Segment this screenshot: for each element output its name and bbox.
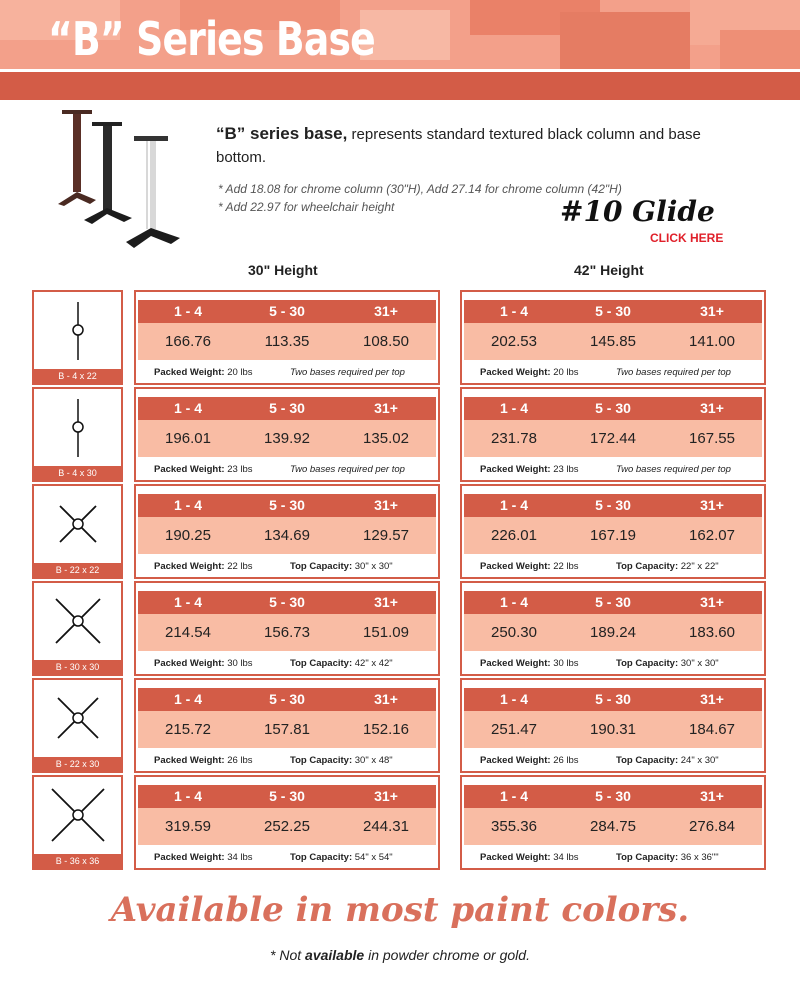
price-row (464, 808, 762, 845)
row-footnote (480, 755, 760, 766)
qty-header: 1 - 4 (173, 400, 202, 416)
packed-weight: Packed Weight: 26 lbs (154, 755, 253, 766)
price-cell: 251.47 (491, 721, 537, 738)
qty-header: 1 - 4 (499, 303, 528, 319)
qty-header: 5 - 30 (269, 497, 305, 513)
price-box-30 (134, 387, 440, 482)
qty-header-row (464, 494, 762, 517)
top-capacity: Top Capacity: 30" x 30" (290, 561, 393, 572)
row-footnote (154, 464, 434, 475)
price-row (138, 420, 436, 457)
price-row (138, 323, 436, 360)
qty-header: 5 - 30 (595, 594, 631, 610)
row-footnote (154, 561, 434, 572)
price-box-30 (134, 290, 440, 385)
table-row (32, 581, 768, 676)
column-header-30: 30" Height (248, 262, 318, 278)
price-cell: 355.36 (491, 818, 537, 835)
chrome-note: * Add 18.08 for chrome column (30"H), Add 27.14 for chrome column (42"H) (218, 182, 622, 196)
qty-header: 5 - 30 (269, 303, 305, 319)
bases-note: Two bases required per top (616, 367, 731, 378)
model-diagram (32, 387, 123, 482)
price-cell: 196.01 (165, 430, 211, 447)
model-diagram (32, 581, 123, 676)
packed-weight: Packed Weight: 34 lbs (480, 852, 579, 863)
qty-header: 5 - 30 (595, 400, 631, 416)
bases-note: Two bases required per top (290, 464, 405, 475)
price-cell: 151.09 (363, 624, 409, 641)
table-row (32, 387, 768, 482)
price-cell: 215.72 (165, 721, 211, 738)
model-diagram (32, 484, 123, 579)
price-cell: 139.92 (264, 430, 310, 447)
column-header-42: 42" Height (574, 262, 644, 278)
qty-header: 5 - 30 (595, 691, 631, 707)
price-cell: 190.25 (165, 527, 211, 544)
table-row (32, 484, 768, 579)
top-capacity: Top Capacity: 54" x 54" (290, 852, 393, 863)
wheelchair-note: * Add 22.97 for wheelchair height (218, 200, 395, 214)
table-row (32, 290, 768, 385)
page-header (0, 0, 800, 100)
page-title: “B” Series Base (48, 12, 375, 66)
price-cell: 156.73 (264, 624, 310, 641)
qty-header-row (464, 688, 762, 711)
qty-header: 31+ (700, 691, 724, 707)
intro-text (216, 122, 736, 169)
price-cell: 226.01 (491, 527, 537, 544)
product-bases-image (50, 108, 200, 256)
price-cell: 276.84 (689, 818, 735, 835)
qty-header: 31+ (374, 691, 398, 707)
bases-note: Two bases required per top (290, 367, 405, 378)
bases-note: Two bases required per top (616, 464, 731, 475)
price-row (464, 711, 762, 748)
qty-header: 31+ (374, 594, 398, 610)
packed-weight: Packed Weight: 20 lbs (480, 367, 579, 378)
price-box-30 (134, 678, 440, 773)
price-cell: 167.55 (689, 430, 735, 447)
qty-header-row (138, 688, 436, 711)
table-row (32, 775, 768, 870)
price-cell: 166.76 (165, 333, 211, 350)
price-row (464, 517, 762, 554)
qty-header-row (138, 785, 436, 808)
qty-header-row (138, 591, 436, 614)
qty-header: 1 - 4 (173, 788, 202, 804)
top-capacity: Top Capacity: 22" x 22" (616, 561, 719, 572)
price-cell: 162.07 (689, 527, 735, 544)
top-capacity: Top Capacity: 30" x 48" (290, 755, 393, 766)
price-cell: 250.30 (491, 624, 537, 641)
price-cell: 167.19 (590, 527, 636, 544)
top-capacity: Top Capacity: 36 x 36"" (616, 852, 719, 863)
top-capacity: Top Capacity: 30" x 30" (616, 658, 719, 669)
qty-header: 1 - 4 (499, 400, 528, 416)
model-diagram (32, 775, 123, 870)
packed-weight: Packed Weight: 23 lbs (480, 464, 579, 475)
price-cell: 129.57 (363, 527, 409, 544)
qty-header: 1 - 4 (173, 303, 202, 319)
header-decor-block (720, 30, 800, 70)
qty-header-row (138, 494, 436, 517)
x-base-icon (34, 680, 121, 757)
qty-header: 1 - 4 (499, 691, 528, 707)
price-row (464, 420, 762, 457)
price-row (464, 614, 762, 651)
qty-header: 31+ (700, 303, 724, 319)
price-box-42 (460, 387, 766, 482)
price-cell: 145.85 (590, 333, 636, 350)
packed-weight: Packed Weight: 22 lbs (480, 561, 579, 572)
model-label: B - 22 x 22 (34, 563, 121, 577)
model-label: B - 36 x 36 (34, 854, 121, 868)
qty-header: 31+ (700, 497, 724, 513)
price-row (464, 323, 762, 360)
price-cell: 141.00 (689, 333, 735, 350)
model-label: B - 4 x 30 (34, 466, 121, 480)
qty-header: 31+ (374, 400, 398, 416)
qty-header: 31+ (700, 594, 724, 610)
disclaimer-pre: * Not (270, 947, 306, 963)
price-cell: 184.67 (689, 721, 735, 738)
price-cell: 252.25 (264, 818, 310, 835)
qty-header: 31+ (700, 400, 724, 416)
price-box-42 (460, 775, 766, 870)
header-decor-block (560, 12, 690, 70)
qty-header: 31+ (374, 303, 398, 319)
row-footnote (154, 658, 434, 669)
qty-header: 1 - 4 (499, 594, 528, 610)
qty-header-row (138, 397, 436, 420)
qty-header: 1 - 4 (499, 788, 528, 804)
qty-header: 5 - 30 (269, 594, 305, 610)
model-diagram (32, 290, 123, 385)
disclaimer (0, 947, 800, 963)
packed-weight: Packed Weight: 30 lbs (480, 658, 579, 669)
packed-weight: Packed Weight: 20 lbs (154, 367, 253, 378)
qty-header: 1 - 4 (173, 594, 202, 610)
qty-header: 31+ (700, 788, 724, 804)
top-capacity: Top Capacity: 42" x 42" (290, 658, 393, 669)
price-cell: 202.53 (491, 333, 537, 350)
price-cell: 157.81 (264, 721, 310, 738)
packed-weight: Packed Weight: 23 lbs (154, 464, 253, 475)
qty-header: 1 - 4 (173, 691, 202, 707)
price-cell: 134.69 (264, 527, 310, 544)
row-footnote (480, 852, 760, 863)
price-cell: 189.24 (590, 624, 636, 641)
price-row (138, 711, 436, 748)
top-capacity: Top Capacity: 24" x 30" (616, 755, 719, 766)
price-box-30 (134, 484, 440, 579)
price-row (138, 614, 436, 651)
price-cell: 190.31 (590, 721, 636, 738)
disclaimer-bold: available (305, 947, 365, 963)
row-footnote (480, 464, 760, 475)
x-base-icon (34, 486, 121, 563)
intro-lead: “B” series base, (216, 124, 348, 143)
row-footnote (480, 561, 760, 572)
packed-weight: Packed Weight: 26 lbs (480, 755, 579, 766)
model-label: B - 4 x 22 (34, 369, 121, 383)
price-cell: 152.16 (363, 721, 409, 738)
qty-header-row (138, 300, 436, 323)
qty-header: 5 - 30 (595, 497, 631, 513)
price-box-42 (460, 581, 766, 676)
disclaimer-post: in powder chrome or gold. (364, 947, 530, 963)
qty-header-row (464, 785, 762, 808)
x-base-icon (34, 777, 121, 854)
model-label: B - 30 x 30 (34, 660, 121, 674)
qty-header: 5 - 30 (269, 788, 305, 804)
price-cell: 172.44 (590, 430, 636, 447)
qty-header: 31+ (374, 497, 398, 513)
column-base-icon (34, 389, 121, 466)
table-row (32, 678, 768, 773)
packed-weight: Packed Weight: 30 lbs (154, 658, 253, 669)
price-box-30 (134, 581, 440, 676)
price-cell: 284.75 (590, 818, 636, 835)
qty-header-row (464, 397, 762, 420)
qty-header: 5 - 30 (269, 691, 305, 707)
packed-weight: Packed Weight: 22 lbs (154, 561, 253, 572)
price-row (138, 517, 436, 554)
intro-body: represents standard textured black column and base bottom. (216, 126, 701, 166)
price-cell: 319.59 (165, 818, 211, 835)
qty-header: 5 - 30 (595, 788, 631, 804)
column-base-icon (34, 292, 121, 369)
row-footnote (480, 658, 760, 669)
x-base-icon (34, 583, 121, 660)
price-box-42 (460, 290, 766, 385)
row-footnote (154, 755, 434, 766)
price-row (138, 808, 436, 845)
qty-header-row (464, 300, 762, 323)
qty-header: 31+ (374, 788, 398, 804)
model-diagram (32, 678, 123, 773)
packed-weight: Packed Weight: 34 lbs (154, 852, 253, 863)
price-box-30 (134, 775, 440, 870)
available-colors-text: Available in most paint colors. (110, 890, 690, 930)
price-cell: 214.54 (165, 624, 211, 641)
price-cell: 135.02 (363, 430, 409, 447)
price-cell: 113.35 (264, 333, 310, 350)
qty-header: 1 - 4 (173, 497, 202, 513)
price-cell: 108.50 (363, 333, 409, 350)
model-label: B - 22 x 30 (34, 757, 121, 771)
row-footnote (154, 367, 434, 378)
qty-header: 1 - 4 (499, 497, 528, 513)
price-cell: 231.78 (491, 430, 537, 447)
price-box-42 (460, 484, 766, 579)
price-cell: 244.31 (363, 818, 409, 835)
price-cell: 183.60 (689, 624, 735, 641)
qty-header: 5 - 30 (269, 400, 305, 416)
glide-title[interactable]: #10 Glide (560, 195, 715, 228)
qty-header: 5 - 30 (595, 303, 631, 319)
header-stripe (0, 72, 800, 100)
qty-header-row (464, 591, 762, 614)
click-here-link[interactable]: CLICK HERE (650, 231, 724, 245)
row-footnote (154, 852, 434, 863)
row-footnote (480, 367, 760, 378)
price-box-42 (460, 678, 766, 773)
